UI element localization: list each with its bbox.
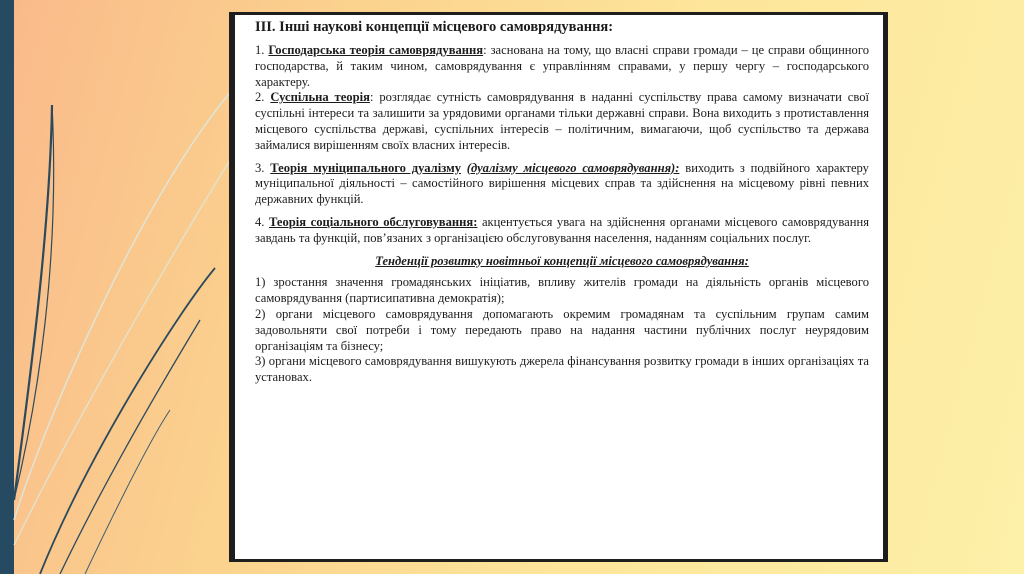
item-number: 4.	[255, 214, 265, 229]
item-text: : заснована на тому, що власні справи громади – це справи общинного господарства, й таким чином, самоврядування є управлінням справами, у першу чергу – господарського характеру.	[255, 43, 869, 89]
tendencies-heading: Тенденції розвитку новітньої концепції місцевого самоврядування:	[375, 253, 749, 268]
tendency-item: 2) органи місцевого самоврядування допомагають окремим громадянам та суспільним групам самим задовольняти свої потреби і тому передають право на надання частини публічних послуг неурядовим організаціям та бізнесу;	[255, 306, 869, 353]
item-number: 2.	[255, 90, 265, 105]
item-term: Суспільна теорія	[270, 90, 370, 105]
item-number: 1.	[255, 43, 265, 57]
document-title: III. Інші наукові концепції місцевого самоврядування:	[255, 19, 614, 35]
item-gospodarska	[255, 43, 869, 90]
item-text: : розглядає сутність самоврядування в наданні суспільству права самому визначати свої суспільні інтереси та залишити за урядовими органами тільки державні справи. Вона виходить з протиставлення місцевого суспільства державі, суспільних інтересів – політичним, вимагаючи, щоб суспільство та держава займалися вирішенням своїх власних інтересів.	[255, 90, 869, 152]
item-social-service	[255, 215, 869, 247]
item-term: Теорія соціального обслуговування:	[268, 214, 478, 229]
item-term-italic: (дуалізму місцевого самоврядування):	[466, 160, 680, 175]
item-suspilna	[255, 90, 869, 153]
item-number: 3.	[255, 160, 265, 175]
tendency-item: 1) зростання значення громадянських ініціатив, впливу жителів громади на діяльність органів місцевого самоврядування (партисипативна демократія);	[255, 275, 869, 306]
item-term: Теорія муніципального дуалізму	[270, 160, 461, 175]
item-term: Господарська теорія самоврядування	[268, 43, 484, 57]
item-dualism	[255, 161, 869, 208]
scanned-document	[229, 12, 888, 562]
item-text: виходить з подвійного характеру муніципальної діяльності – самостійного вирішення місцевих справ та здійснення на місцевому рівні певних державних функцій.	[255, 160, 869, 207]
item-text: акцентується увага на здійснення органами місцевого самоврядування завдань та функцій, пов’язаних з організацією обслуговування населення, наданням соціальних послуг.	[255, 214, 869, 245]
tendency-item: 3) органи місцевого самоврядування вишукують джерела фінансування розвитку громади в інших організаціях та установах.	[255, 354, 869, 385]
